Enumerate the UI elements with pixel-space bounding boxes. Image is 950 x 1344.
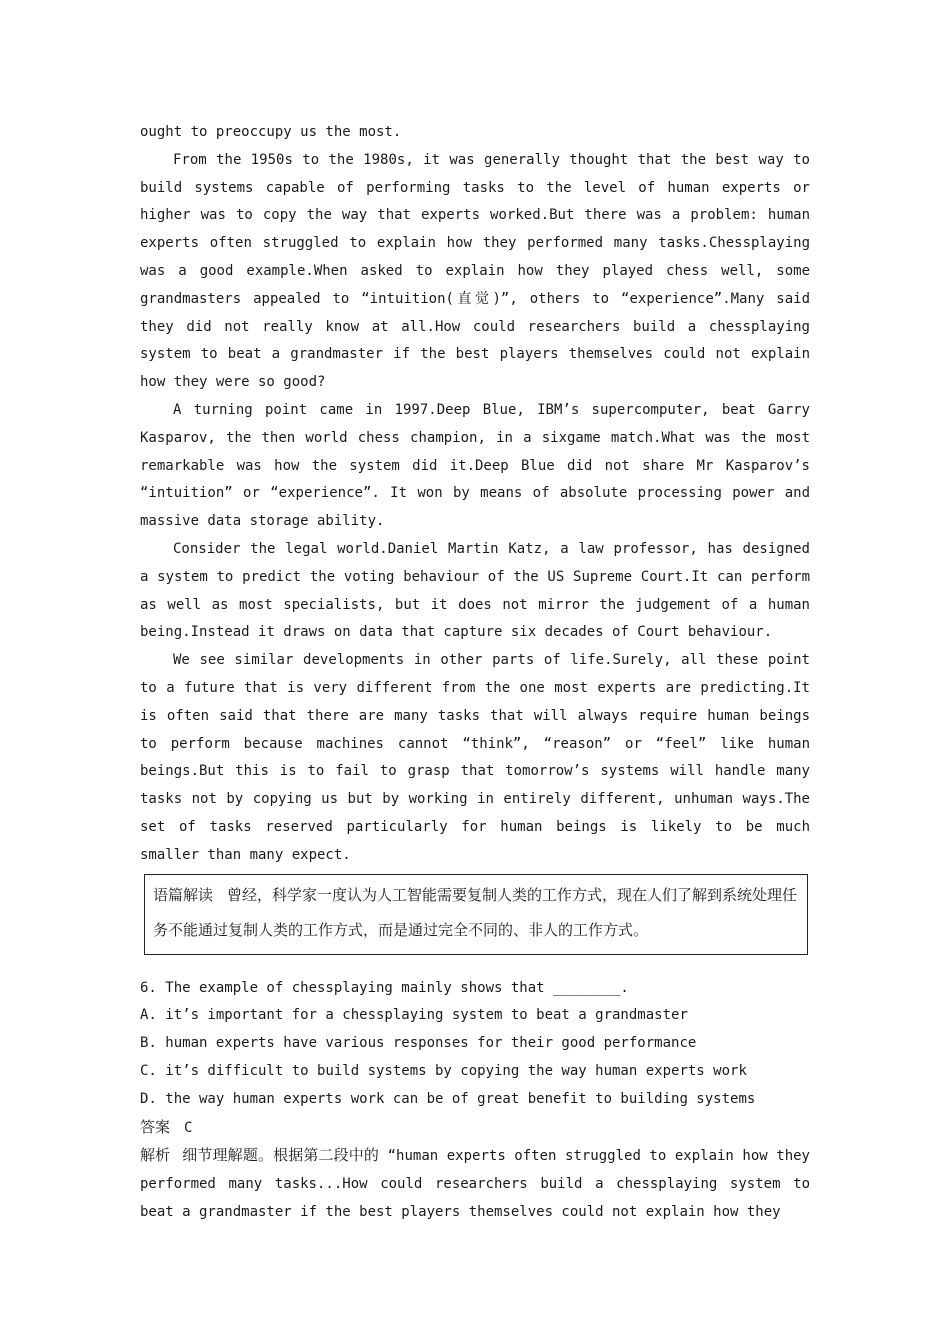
analysis-label: 解析 <box>140 1146 171 1165</box>
passage-paragraph-4: We see similar developments in other parts of life.Surely, all these point to a future that is very different from the one most experts are predicting.It is often said that there are many tasks that will always require human beings to perform because machines cannot “think”, “reason” or “feel” like human beings.But this is to fail to grasp that tomorrow’s systems will handle many tasks not by copying us but by working in entirely different, unhuman ways.The set of tasks reserved particularly for human beings is likely to be much smaller than many expect. <box>140 652 810 863</box>
option-a: A. it’s important for a chessplaying system to beat a grandmaster <box>140 1007 688 1024</box>
analysis-paragraph <box>140 1142 810 1226</box>
question-block <box>140 975 810 1227</box>
passage-paragraph-2: A turning point came in 1997.Deep Blue, IBM’s supercomputer, beat Garry Kasparov, the then world chess champion, in a sixgame match.What was the most remarkable was how the system did it.Deep Blue did not share Mr Kasparov’s “intuition” or “experience”. It won by means of absolute processing power and massive data storage ability. <box>140 401 810 530</box>
passage-summary-box <box>144 874 808 955</box>
option-b: B. human experts have various responses for their good performance <box>140 1035 697 1052</box>
document-page <box>140 119 810 1227</box>
passage-paragraph-3: Consider the legal world.Daniel Martin Katz, a law professor, has designed a system to predict the voting behaviour of the US Supreme Court.It can perform as well as most specialists, but it does not mirror the judgement of a human being.Instead it draws on data that capture six decades of Court behaviour. <box>140 540 810 641</box>
question-stem: 6. The example of chessplaying mainly shows that ________. <box>140 979 629 996</box>
passage-paragraph-1: From the 1950s to the 1980s, it was generally thought that the best way to build systems capable of performing tasks to the level of human experts or higher was to copy the way that experts worked.But there was a problem: human experts often struggled to explain how they performed many tasks.Chessplaying was a good example.When asked to explain how they played chess well, some grandmasters appealed to “intuition(直觉)”, others to “experience”.Many said they did not really know at all.How could researchers build a chessplaying system to beat a grandmaster if the best players themselves could not explain how they were so good? <box>140 151 810 391</box>
summary-label: 语篇解读 <box>153 885 214 904</box>
analysis-quote: “human experts often struggled to explain how they performed many tasks...How could researchers build a chessplaying system to beat a grandmaster if the best players themselves could not explain how they <box>140 1148 810 1220</box>
option-d: D. the way human experts work can be of great benefit to building systems <box>140 1090 756 1107</box>
summary-text: 曾经，科学家一度认为人工智能需要复制人类的工作方式，现在人们了解到系统处理任务不能通过复制人类的工作方式，而是通过完全不同的、非人的工作方式。 <box>153 885 798 939</box>
answer-value: C <box>184 1119 193 1136</box>
passage-paragraph-0: ought to preoccupy us the most. <box>140 124 402 140</box>
answer-line <box>140 1114 810 1143</box>
analysis-intro: 细节理解题。根据第二段中的 <box>182 1146 380 1165</box>
answer-label: 答案 <box>140 1117 171 1136</box>
option-c: C. it’s difficult to build systems by copying the way human experts work <box>140 1062 747 1079</box>
